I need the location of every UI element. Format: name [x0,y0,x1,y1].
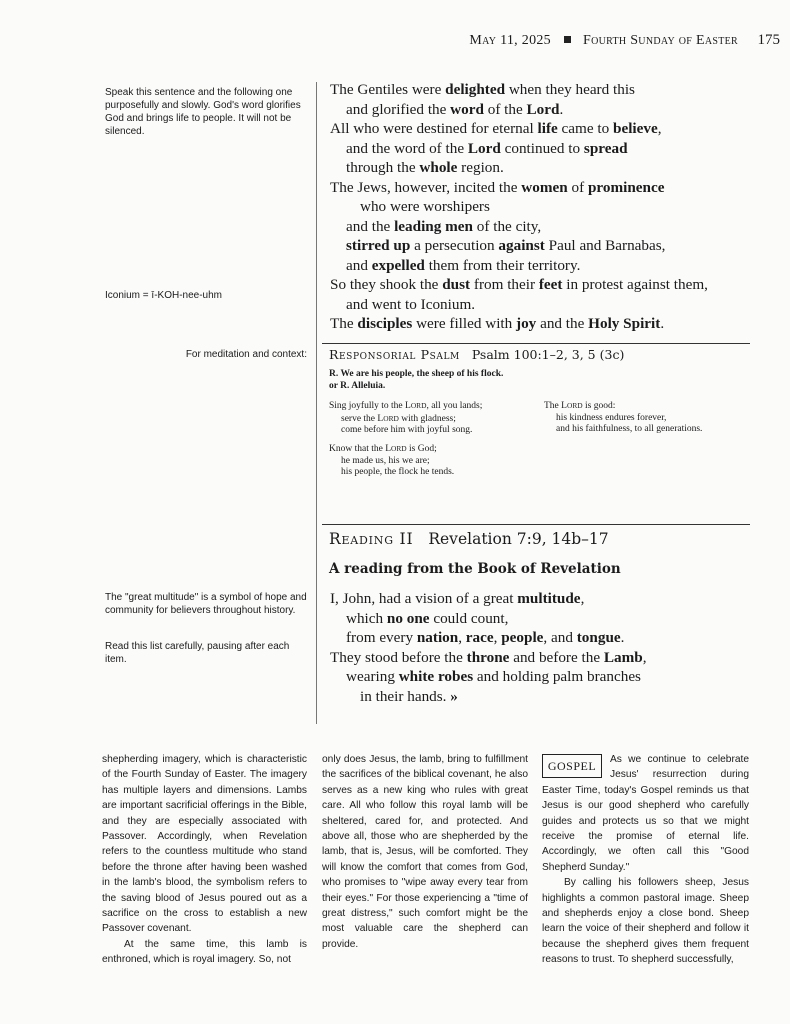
text-segment: were filled with [412,315,517,332]
text-segment: of [567,178,588,196]
reading-two-heading-line [329,530,609,548]
emphasized-word: spread [583,139,628,157]
reading-two-intro: A reading from the Book of Revelation [329,561,621,577]
emphasized-word: whole [419,159,458,176]
emphasized-word: prominence [587,178,665,196]
text-segment: . [660,315,665,332]
text-segment: and holding palm branches [473,668,641,685]
text-segment: through the [346,159,420,176]
psalm-stanza-2 [329,443,454,479]
emphasized-word: dust [442,276,471,293]
text-segment: , [580,590,585,607]
psalm-line: he made us, his we are; [341,455,430,466]
reading-line [330,217,708,237]
text-segment: in their hands. [360,687,451,705]
text-segment: Paul and Barnabas, [544,237,666,254]
emphasized-word: tongue [576,629,621,646]
psalm-line: come before him with joyful song. [341,425,473,435]
emphasized-word: Lamb [603,648,643,666]
gospel-label-box: GOSPEL [542,754,602,778]
text-segment: . [620,629,625,646]
psalm-line: Know that the LORD is God; [329,444,437,454]
emphasized-word: race [465,629,494,646]
emphasized-word: Lord [526,100,560,118]
psalm-stanza-1 [329,400,482,437]
psalm-citation: Psalm 100:1–2, 3, 5 (3c) [471,347,625,362]
emphasized-word: nation [416,629,459,646]
emphasized-word: feet [538,276,563,293]
reading-line [330,667,647,687]
psalm-line: his kindness endures forever, [556,412,667,423]
text-segment: All who were destined for eternal [330,120,538,137]
commentary-paragraph: By calling his followers sheep, Jesus highlights a common pastoral image. Sheep and shepherds enjoy a close bond. Sheep learn the voice of their shepherd and follow it because the shepherd gives them frequent reasons to trust. To shepherd successfully, [542,877,749,966]
emphasized-word: expelled [371,256,425,274]
text-segment: in protest against them, [562,276,708,293]
header-date: May 11, 2025 [469,33,551,48]
text-segment: , and [543,629,577,646]
text-segment: , [493,629,502,646]
margin-note-read-list: Read this list carefully, pausing after each item. [105,641,290,665]
text-segment: . [559,100,564,118]
reading-line [330,139,708,159]
text-segment: I, John, had a vision of a great [330,590,518,607]
text-segment: The Gentiles were [330,81,446,98]
square-bullet-icon [564,36,571,43]
emphasized-word: word [450,100,484,118]
text-segment: They stood before the [330,648,467,666]
section-rule [322,524,750,525]
margin-note-pronunciation: Iconium = ī-KOH-nee-uhm [105,290,222,301]
text-segment: could count, [429,609,509,627]
emphasized-word: Holy Spirit [588,315,661,332]
commentary-paragraph: only does Jesus, the lamb, bring to fulfillment the sacrifices of the biblical covenant, he also serves as a new king who rules with great care. All who follow this royal lamb will be sheltered, cared for, and protected. And above all, those who are shepherded by the lamb, that is, Jesus, will be comforted. They will know the comfort that comes from God, who promises to "wipe away every tear from their eyes." For those experiencing a "time of great distress," such comfort might be the most valuable care the shepherd can provide. [322,754,528,950]
reading-line [330,100,708,120]
commentary-column-2 [322,752,528,952]
commentary-column-1 [102,752,307,968]
reading-line [330,80,708,100]
text-segment: , [642,648,647,666]
text-segment: and the [536,315,589,332]
text-segment: The Jews, however, incited the [330,178,522,196]
emphasized-word: multitude [517,590,581,607]
text-segment: So they shook the [330,276,443,293]
emphasized-word: life [537,120,558,137]
emphasized-word: Lord [467,139,501,157]
psalm-line: The LORD is good: [544,401,616,411]
page-number: 175 [757,32,780,48]
reading-line [330,158,708,178]
text-segment: and before the [509,648,604,666]
text-segment: , [657,120,662,137]
psalm-response-1: R. We are his people, the sheep of his flock. [329,369,504,379]
text-segment: and [346,256,372,274]
text-segment: and glorified the [346,100,451,118]
reading-two-text [330,589,647,706]
text-segment: them from their territory. [424,256,581,274]
psalm-heading: Responsorial Psalm [329,347,460,362]
emphasized-word: joy [516,315,537,332]
section-rule [322,343,750,344]
reading-line [330,275,708,295]
margin-note-great-multitude: The "great multitude" is a symbol of hope and community for believers throughout history. [105,592,307,616]
emphasized-word: stirred up [346,237,411,254]
reading-line [330,119,708,139]
reading-two-heading: Reading II [329,530,414,548]
reading-two-citation: Revelation 7:9, 14b–17 [428,530,609,548]
text-segment: when they heard this [505,81,635,98]
text-segment: and the word of the [346,139,468,157]
commentary-column-3 [542,752,749,968]
reading-line [330,197,708,217]
emphasized-word: no one [386,609,430,627]
emphasized-word: leading men [394,217,473,235]
reading-line [330,295,708,315]
text-segment: of the [483,100,527,118]
psalm-heading-line [329,347,624,362]
text-segment: who were worshipers [360,198,490,215]
text-segment: from their [470,276,539,293]
reading-line [330,236,708,256]
text-segment: region. [457,159,504,176]
reading-line [330,609,647,629]
text-segment: and went to Iconium. [346,295,476,313]
margin-note-speak-purposefully: Speak this sentence and the following one purposefully and slowly. God's word glorifies God and brings life to people. It will not be silenced. [105,87,301,137]
text-segment: came to [557,120,613,137]
reading-line [330,628,647,648]
commentary-paragraph: As we continue to celebrate Jesus' resurrection during Easter Time, today's Gospel reminds us that Jesus is our good shepherd who carefully guides and protects us so that we might receive the promise of eternal life. Accordingly, we often call this "Good Shepherd Sunday." [542,754,749,873]
psalm-line: Sing joyfully to the LORD, all you lands; [329,401,483,411]
psalm-line: serve the LORD with gladness; [341,413,456,424]
text-segment: from every [346,629,417,646]
reading-line [330,687,647,707]
text-segment: of the city, [472,217,542,235]
reading-line [330,589,647,609]
emphasized-word: women [521,178,568,196]
psalm-stanza-3 [544,400,702,436]
psalm-response-2: or R. Alleluia. [329,380,386,391]
text-segment: a persecution [410,237,499,254]
text-segment: continued to [500,139,584,157]
reading-line [330,256,708,276]
reading-line [330,178,708,198]
emphasized-word: delighted [445,81,506,98]
psalm-line: his people, the flock he tends. [341,467,455,477]
reading-one-text [330,80,708,334]
header-occasion: Fourth Sunday of Easter [582,33,738,48]
emphasized-word: » [450,687,458,705]
emphasized-word: disciples [357,315,413,332]
psalm-responses [329,369,503,392]
commentary-paragraph: shepherding imagery, which is characteristic of the Fourth Sunday of Easter. The imagery has multiple layers and dimensions. Lambs are important sacrificial offerings in the Bible, and they are especially associated with Passover. Accordingly, when Revelation refers to the countless multitude who stand before the throne after having been washed in the lamb's blood, the symbolism refers to the saving blood of Jesus poured out as a sacrifice on the cross to establish a new Passover covenant. [102,754,307,935]
reading-line [330,314,708,334]
text-segment: wearing [346,668,399,685]
text-segment: and the [346,217,395,235]
text-segment: The [330,315,358,332]
emphasized-word: people [501,629,544,646]
column-divider [316,82,317,724]
commentary-paragraph: At the same time, this lamb is enthroned, which is royal imagery. So, not [102,938,307,966]
margin-note-meditation: For meditation and context: [185,349,307,360]
emphasized-word: white robes [398,668,474,685]
text-segment: , [458,629,466,646]
page-header [280,32,780,52]
emphasized-word: throne [466,648,510,666]
psalm-line: and his faithfulness, to all generations. [556,424,703,434]
text-segment: which [346,609,387,627]
reading-line [330,648,647,668]
emphasized-word: believe [613,120,658,137]
emphasized-word: against [498,237,545,254]
